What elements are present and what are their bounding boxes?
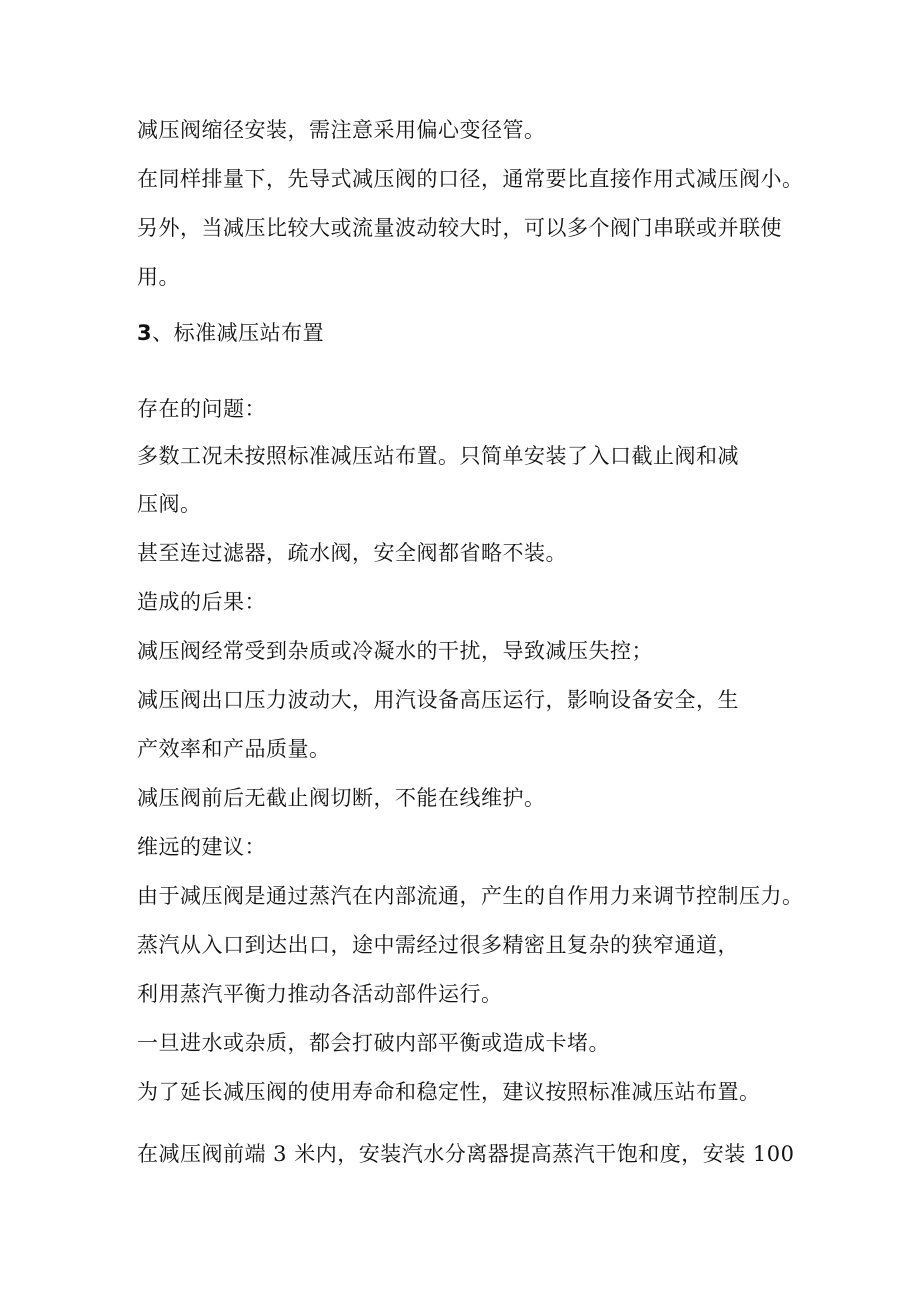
advice-line: 利用蒸汽平衡力推动各活动部件运行。: [137, 982, 503, 1006]
paragraph-line: 在同样排量下，先导式减压阀的口径，通常要比直接作用式减压阀小。: [137, 167, 804, 191]
consequence-line: 减压阀前后无截止阀切断，不能在线维护。: [137, 786, 546, 810]
paragraph-line: 用。: [137, 265, 180, 289]
consequences-label: 造成的后果：: [137, 590, 266, 614]
consequence-line: 产效率和产品质量。: [137, 737, 331, 761]
problem-line: 甚至连过滤器，疏水阀，安全阀都省略不装。: [137, 541, 567, 565]
advice-line: 由于减压阀是通过蒸汽在内部流通，产生的自作用力来调节控制压力。: [137, 884, 804, 908]
advice-line: 在减压阀前端 3 米内，安装汽水分离器提高蒸汽干饱和度，安装 100: [137, 1142, 795, 1166]
consequence-line: 减压阀出口压力波动大，用汽设备高压运行，影响设备安全，生: [137, 688, 739, 712]
problem-line: 多数工况未按照标准减压站布置。只简单安装了入口截止阀和减: [137, 444, 739, 468]
paragraph-line: 另外，当减压比较大或流量波动较大时，可以多个阀门串联或并联使: [137, 216, 782, 240]
advice-line: 一旦进水或杂质，都会打破内部平衡或造成卡堵。: [137, 1031, 610, 1055]
paragraph-line: 减压阀缩径安装，需注意采用偏心变径管。: [137, 118, 546, 142]
section-number: 3: [137, 321, 153, 345]
section-heading: [137, 318, 324, 348]
advice-line: 蒸汽从入口到达出口，途中需经过很多精密且复杂的狭窄通道，: [137, 933, 739, 957]
section-title: 、标准减压站布置: [152, 321, 325, 345]
advice-line: 为了延长减压阀的使用寿命和稳定性，建议按照标准减压站布置。: [137, 1080, 761, 1104]
consequence-line: 减压阀经常受到杂质或冷凝水的干扰，导致减压失控；: [137, 639, 653, 663]
problem-line: 压阀。: [137, 492, 202, 516]
problems-label: 存在的问题：: [137, 397, 266, 421]
advice-label: 维远的建议：: [137, 835, 266, 859]
